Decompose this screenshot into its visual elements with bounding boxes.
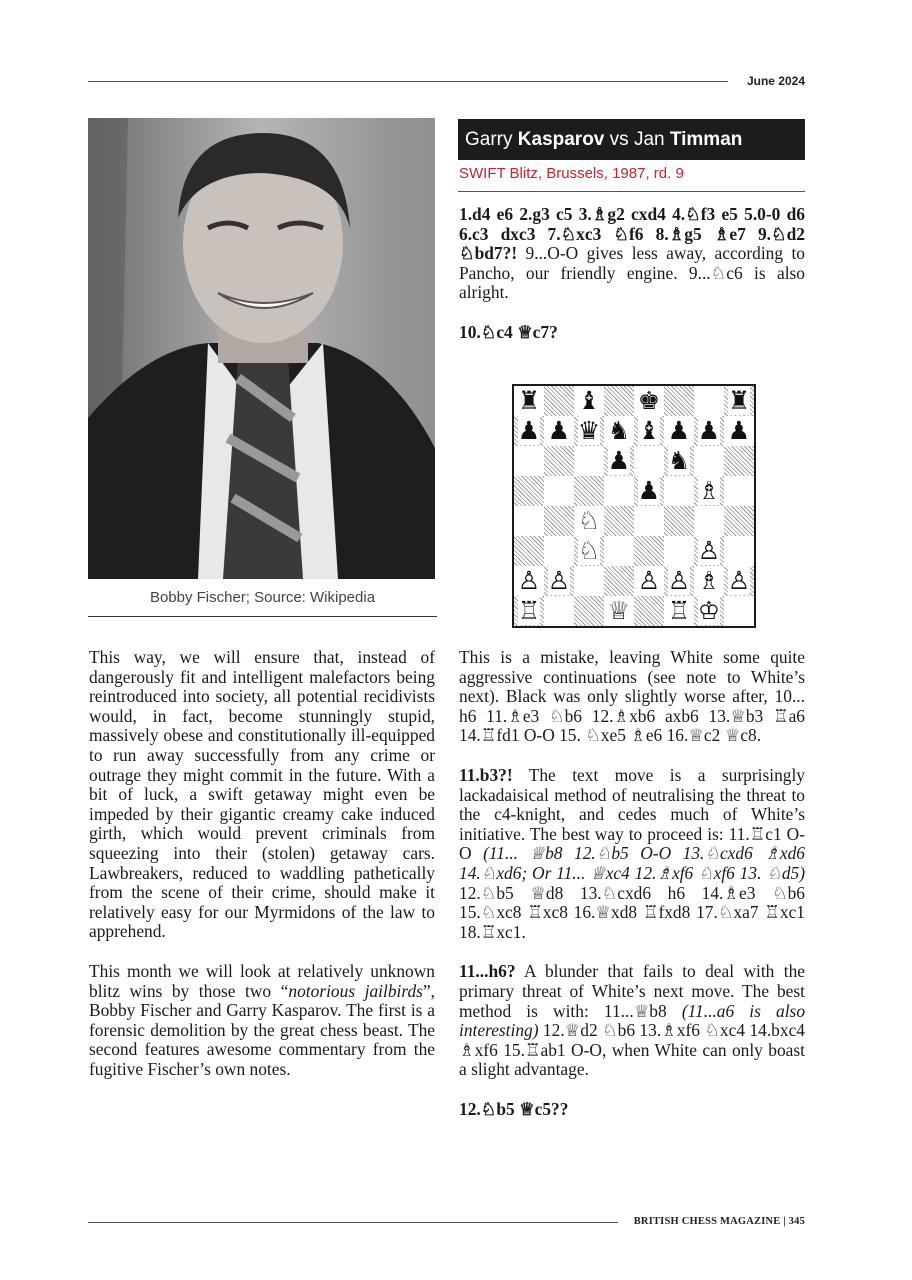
white-first-name: Garry [465,129,518,150]
square-g7 [694,416,724,446]
square-c1 [574,596,604,626]
bobby-fischer-photo [88,118,435,579]
square-d7 [604,416,634,446]
white-knight-c4-icon: ♘ [577,506,601,535]
black-pawn-h7-icon: ♟ [727,416,751,445]
square-a3 [514,536,544,566]
note-11b-a: A blunder that fails to deal with the primary threat of White’s next move. The best method is with: 11...♕b8 [459,961,805,1021]
note-11b-c: 12.♕d2 ♘b6 13.♗xf6 ♘xc4 14.bxc4 ♗xf6 15.♖ab1 O-O, when White can only boast a slight advantage. [459,1020,805,1080]
square-b6 [544,446,574,476]
square-c3 [574,536,604,566]
square-c8 [574,386,604,416]
white-pawn-h2-icon: ♙ [727,566,751,595]
chess-board-diagram [512,384,756,628]
white-pawn-e2-icon: ♙ [637,566,661,595]
black-knight-d7-icon: ♞ [607,416,631,445]
black-rook-h8-icon: ♜ [727,386,751,415]
black-knight-f6-icon: ♞ [667,446,691,475]
white-knight-c3-icon: ♘ [577,536,601,565]
header-rule [88,81,728,82]
note-move-9: 9...O-O gives less away, according to Pancho, our friendly engine. 9...♘c6 is also alright. [459,243,805,303]
square-g5 [694,476,724,506]
square-d4 [604,506,634,536]
square-h1 [724,596,754,626]
square-b3 [544,536,574,566]
note-11-variation: (11... ♕b8 12.♘b5 O-O 13.♘cxd6 ♗xd6 14.♘xd6; Or 11... ♕xc4 12.♗xf6 ♘xf6 13. ♘d5) [459,843,805,883]
caption-rule [88,616,437,617]
square-a2 [514,566,544,596]
square-e7 [634,416,664,446]
square-d6 [604,446,634,476]
note-move-11 [459,766,805,942]
white-pawn-b2-icon: ♙ [547,566,571,595]
square-b8 [544,386,574,416]
preview-text-start: This month we will look at relatively unknown blitz wins by those two “ [89,960,435,1001]
moves-10: 10.♘c4 ♕c7? [459,321,558,342]
white-bishop-g5-icon: ♗ [697,476,721,505]
black-pawn-f7-icon: ♟ [667,416,691,445]
square-a5 [514,476,544,506]
square-f1 [664,596,694,626]
square-a6 [514,446,544,476]
moves-12: 12.♘b5 ♕c5?? [459,1098,569,1119]
issue-date: June 2024 [746,74,805,88]
footer-rule [88,1222,618,1223]
square-f8 [664,386,694,416]
square-b2 [544,566,574,596]
move-10 [459,323,805,343]
square-c5 [574,476,604,506]
black-pawn-b7-icon: ♟ [547,416,571,445]
square-e4 [634,506,664,536]
note-11-c: 12.♘b5 ♕d8 13.♘cxd6 h6 14.♗e3 ♘b6 15.♘xc8 ♖xc8 16.♕xd8 ♖fxd8 17.♘xa7 ♖xc1 18.♖xc1. [459,882,805,942]
square-d1 [604,596,634,626]
square-h5 [724,476,754,506]
moves-11-black: 11...h6? [459,961,516,982]
game-moves-top [459,205,805,363]
white-king-g1-icon: ♔ [697,596,721,625]
black-pawn-g7-icon: ♟ [697,416,721,445]
square-h4 [724,506,754,536]
square-f5 [664,476,694,506]
black-pawn-e5-icon: ♟ [637,476,661,505]
white-rook-f1-icon: ♖ [667,596,691,625]
square-e2 [634,566,664,596]
square-a4 [514,506,544,536]
moves-11: 11.b3?! [459,764,513,785]
square-c6 [574,446,604,476]
note-11b-variation: (11...a6 is also interesting) [459,1000,806,1041]
square-f3 [664,536,694,566]
note-11-a: The text move is a surprisingly lackadaisical method of neutralising the threat to the c4-knight, and cedes much of White’s initiative. The best way to proceed is: 11.♖c1 O-O [459,764,805,864]
square-e6 [634,446,664,476]
square-b7 [544,416,574,446]
preview-paragraph [89,962,435,1080]
preview-text-end: ”, Bobby Fischer and Garry Kasparov. The first is a forensic demolition by the great chess beast. The second features awesome commentary from the fugitive Fischer’s own notes. [89,980,436,1079]
white-queen-d1-icon: ♕ [607,596,631,625]
white-pawn-a2-icon: ♙ [517,566,541,595]
black-pawn-d6-icon: ♟ [607,446,631,475]
event-rule [458,191,805,192]
game-notes [459,648,805,1139]
note-move-11-black [459,962,805,1080]
square-e8 [634,386,664,416]
square-f2 [664,566,694,596]
square-h2 [724,566,754,596]
white-last-name: Kasparov [517,129,605,150]
square-e5 [634,476,664,506]
square-e3 [634,536,664,566]
square-f4 [664,506,694,536]
square-b4 [544,506,574,536]
black-pawn-a7-icon: ♟ [517,416,541,445]
left-column [89,648,435,1099]
square-d3 [604,536,634,566]
intro-paragraph: This way, we will ensure that, instead of dangerously fit and intelligent malefactors being reintroduced into society, all potential recidivists would, in fact, become stunningly stupid, massively obese and constitutionally ill-equipped to run away successfully from any crime or outrage they might commit in the future. With a bit of luck, a swift getaway might even be impeded by their gigantic creamy cake induced girth, which would prevent criminals from squeezing into their (stolen) getaway cars. Lawbreakers, reduced to waddling pathetically from the scene of their crime, should make it relatively easy for our Myrmidons of the law to apprehend. [89,647,435,942]
square-g6 [694,446,724,476]
square-b1 [544,596,574,626]
square-a8 [514,386,544,416]
square-b5 [544,476,574,506]
square-f7 [664,416,694,446]
square-c7 [574,416,604,446]
square-d5 [604,476,634,506]
black-rook-a8-icon: ♜ [517,386,541,415]
black-bishop-c8-icon: ♝ [577,386,601,415]
photo-caption: Bobby Fischer; Source: Wikipedia [149,589,376,606]
square-d8 [604,386,634,416]
square-c2 [574,566,604,596]
black-queen-c7-icon: ♛ [577,416,601,445]
square-h7 [724,416,754,446]
square-g3 [694,536,724,566]
square-d2 [604,566,634,596]
game-title [458,119,805,160]
white-rook-a1-icon: ♖ [517,596,541,625]
white-pawn-f2-icon: ♙ [667,566,691,595]
black-king-e8-icon: ♚ [637,386,661,415]
move-12 [459,1100,805,1120]
square-g4 [694,506,724,536]
portrait-image [88,118,435,579]
square-c4 [574,506,604,536]
square-h6 [724,446,754,476]
game-event: SWIFT Blitz, Brussels, 1987, rd. 9 [459,165,684,182]
square-g1 [694,596,724,626]
square-f6 [664,446,694,476]
white-bishop-g2-icon: ♗ [697,566,721,595]
square-h3 [724,536,754,566]
square-a7 [514,416,544,446]
white-pawn-g3-icon: ♙ [697,536,721,565]
square-g8 [694,386,724,416]
moves-1-10: 1.d4 e6 2.g3 c5 3.♗g2 cxd4 4.♘f3 e5 5.0-0 d6 6.c3 dxc3 7.♘xc3 ♘f6 8.♗g5 ♗e7 9.♘d2 ♘bd7?! [459,204,805,264]
square-h8 [724,386,754,416]
jailbirds-quote: notorious jailbirds [288,980,423,1001]
magazine-footer: BRITISH CHESS MAGAZINE | 345 [633,1216,805,1227]
vs-label: vs Jan [604,129,670,150]
square-g2 [694,566,724,596]
black-last-name: Timman [669,129,743,150]
square-a1 [514,596,544,626]
note-move-10: This is a mistake, leaving White some quite aggressive continuations (see note to White’s next). Black was only slightly worse after, 10... h6 11.♗e3 ♘b6 12.♗xb6 axb6 13.♕b3 ♖a6 14.♖fd1 O-O 15. ♘xe5 ♗e6 16.♕c2 ♕c8. [459,647,805,746]
black-bishop-e7-icon: ♝ [637,416,661,445]
opening-moves [459,205,805,303]
square-e1 [634,596,664,626]
